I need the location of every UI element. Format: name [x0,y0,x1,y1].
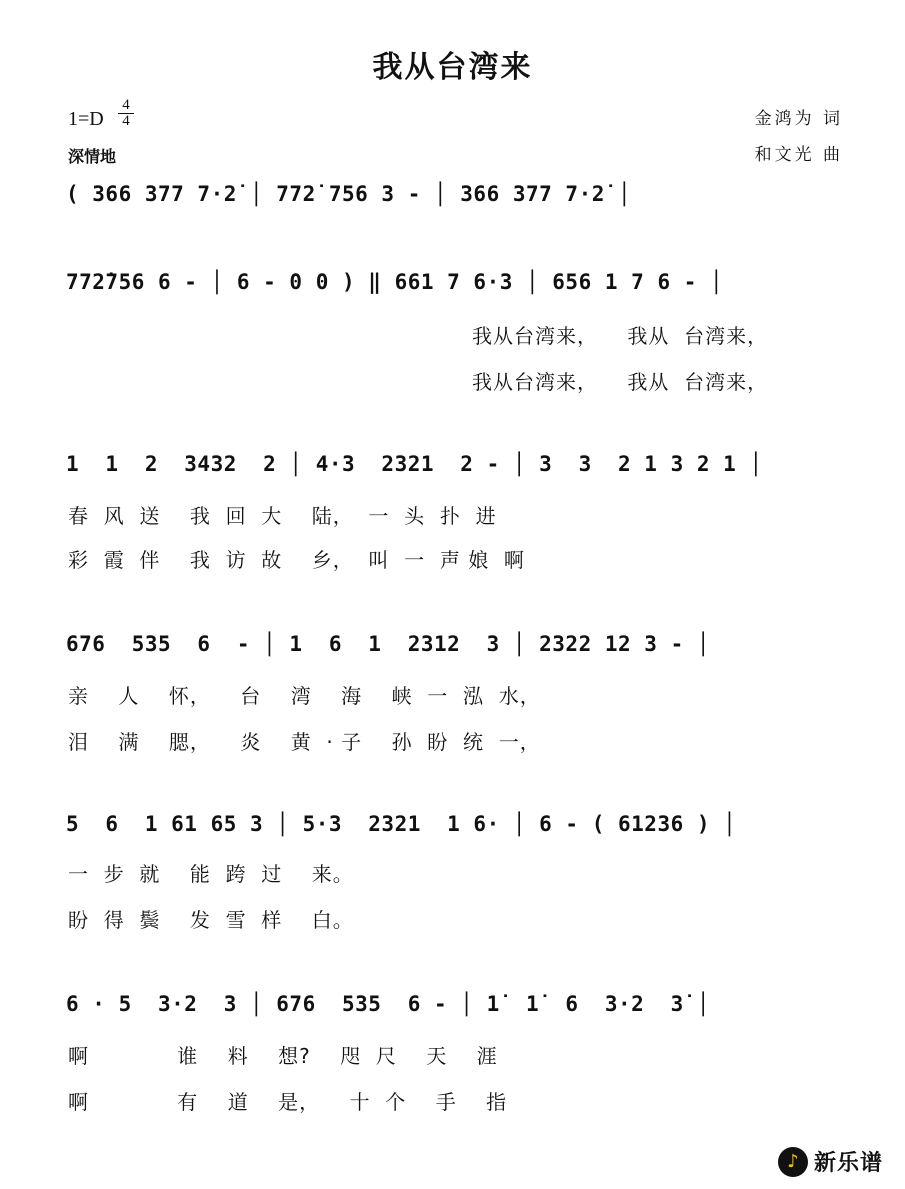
lyric-verse-1: 春 风 送 我 回 大 陆， 一 头 扑 进 [68,504,497,528]
lyric-verse-1: 我从台湾来， 我从 台湾来， [472,324,769,348]
time-numerator: 4 [118,98,134,114]
record-note-icon: ♪ [778,1147,808,1177]
notation-line: 6 · 5 3·2 3 │ 676 535 6 - │ 1̇ 1̇ 6 3·2 3̇ │ [66,992,711,1016]
notation-line: 772̇756 6 - │ 6 - 0 0 ) ‖ 661 7 6·3 │ 656 1 7 6 - │ [66,270,724,294]
lyric-verse-2: 我从台湾来， 我从 台湾来， [472,370,769,394]
lyric-verse-2: 盼 得 鬓 发 雪 样 白。 [68,908,354,932]
notation-line: ( 366 377 7·2̇ │ 772̇ 756 3 - │ 366 377 7·2̇ │ [66,182,632,206]
lyric-verse-1: 亲 人 怀， 台 湾 海 峡 一 泓 水， [68,684,541,708]
notation-line: 676 535 6 - │ 1 6 1 2312 3 │ 2322 12 3 - │ [66,632,711,656]
time-signature [118,98,134,129]
lyric-verse-1: 一 步 就 能 跨 过 来。 [68,862,354,886]
lyric-verse-2: 啊 有 道 是， 十 个 手 指 [68,1090,508,1114]
lyric-verse-2: 泪 满 腮， 炎 黄 · 子 孙 盼 统 一， [68,730,541,754]
lyric-verse-1: 啊 谁 料 想? 咫 尺 天 涯 [68,1044,498,1068]
key-signature: 1=D [68,108,104,130]
logo-text: 新乐谱 [813,1151,883,1176]
time-denominator: 4 [122,113,130,129]
notation-line: 5 6 1 61 65 3 │ 5·3 2321 1 6· │ 6 - ( 61236 ) │ [66,812,737,836]
composer-credit: 和文光 曲 [754,145,843,165]
notation-line: 1 1 2 3432 2 │ 4·3 2321 2 - │ 3 3 2 1 3 2 1 │ [66,452,763,476]
lyric-verse-2: 彩 霞 伴 我 访 故 乡， 叫 一 声 娘 啊 [68,548,525,572]
tempo-marking: 深情地 [68,147,117,166]
site-logo [778,1146,883,1177]
lyricist-credit: 金鸿为 词 [754,109,843,129]
song-title: 我从台湾来 [372,50,533,85]
